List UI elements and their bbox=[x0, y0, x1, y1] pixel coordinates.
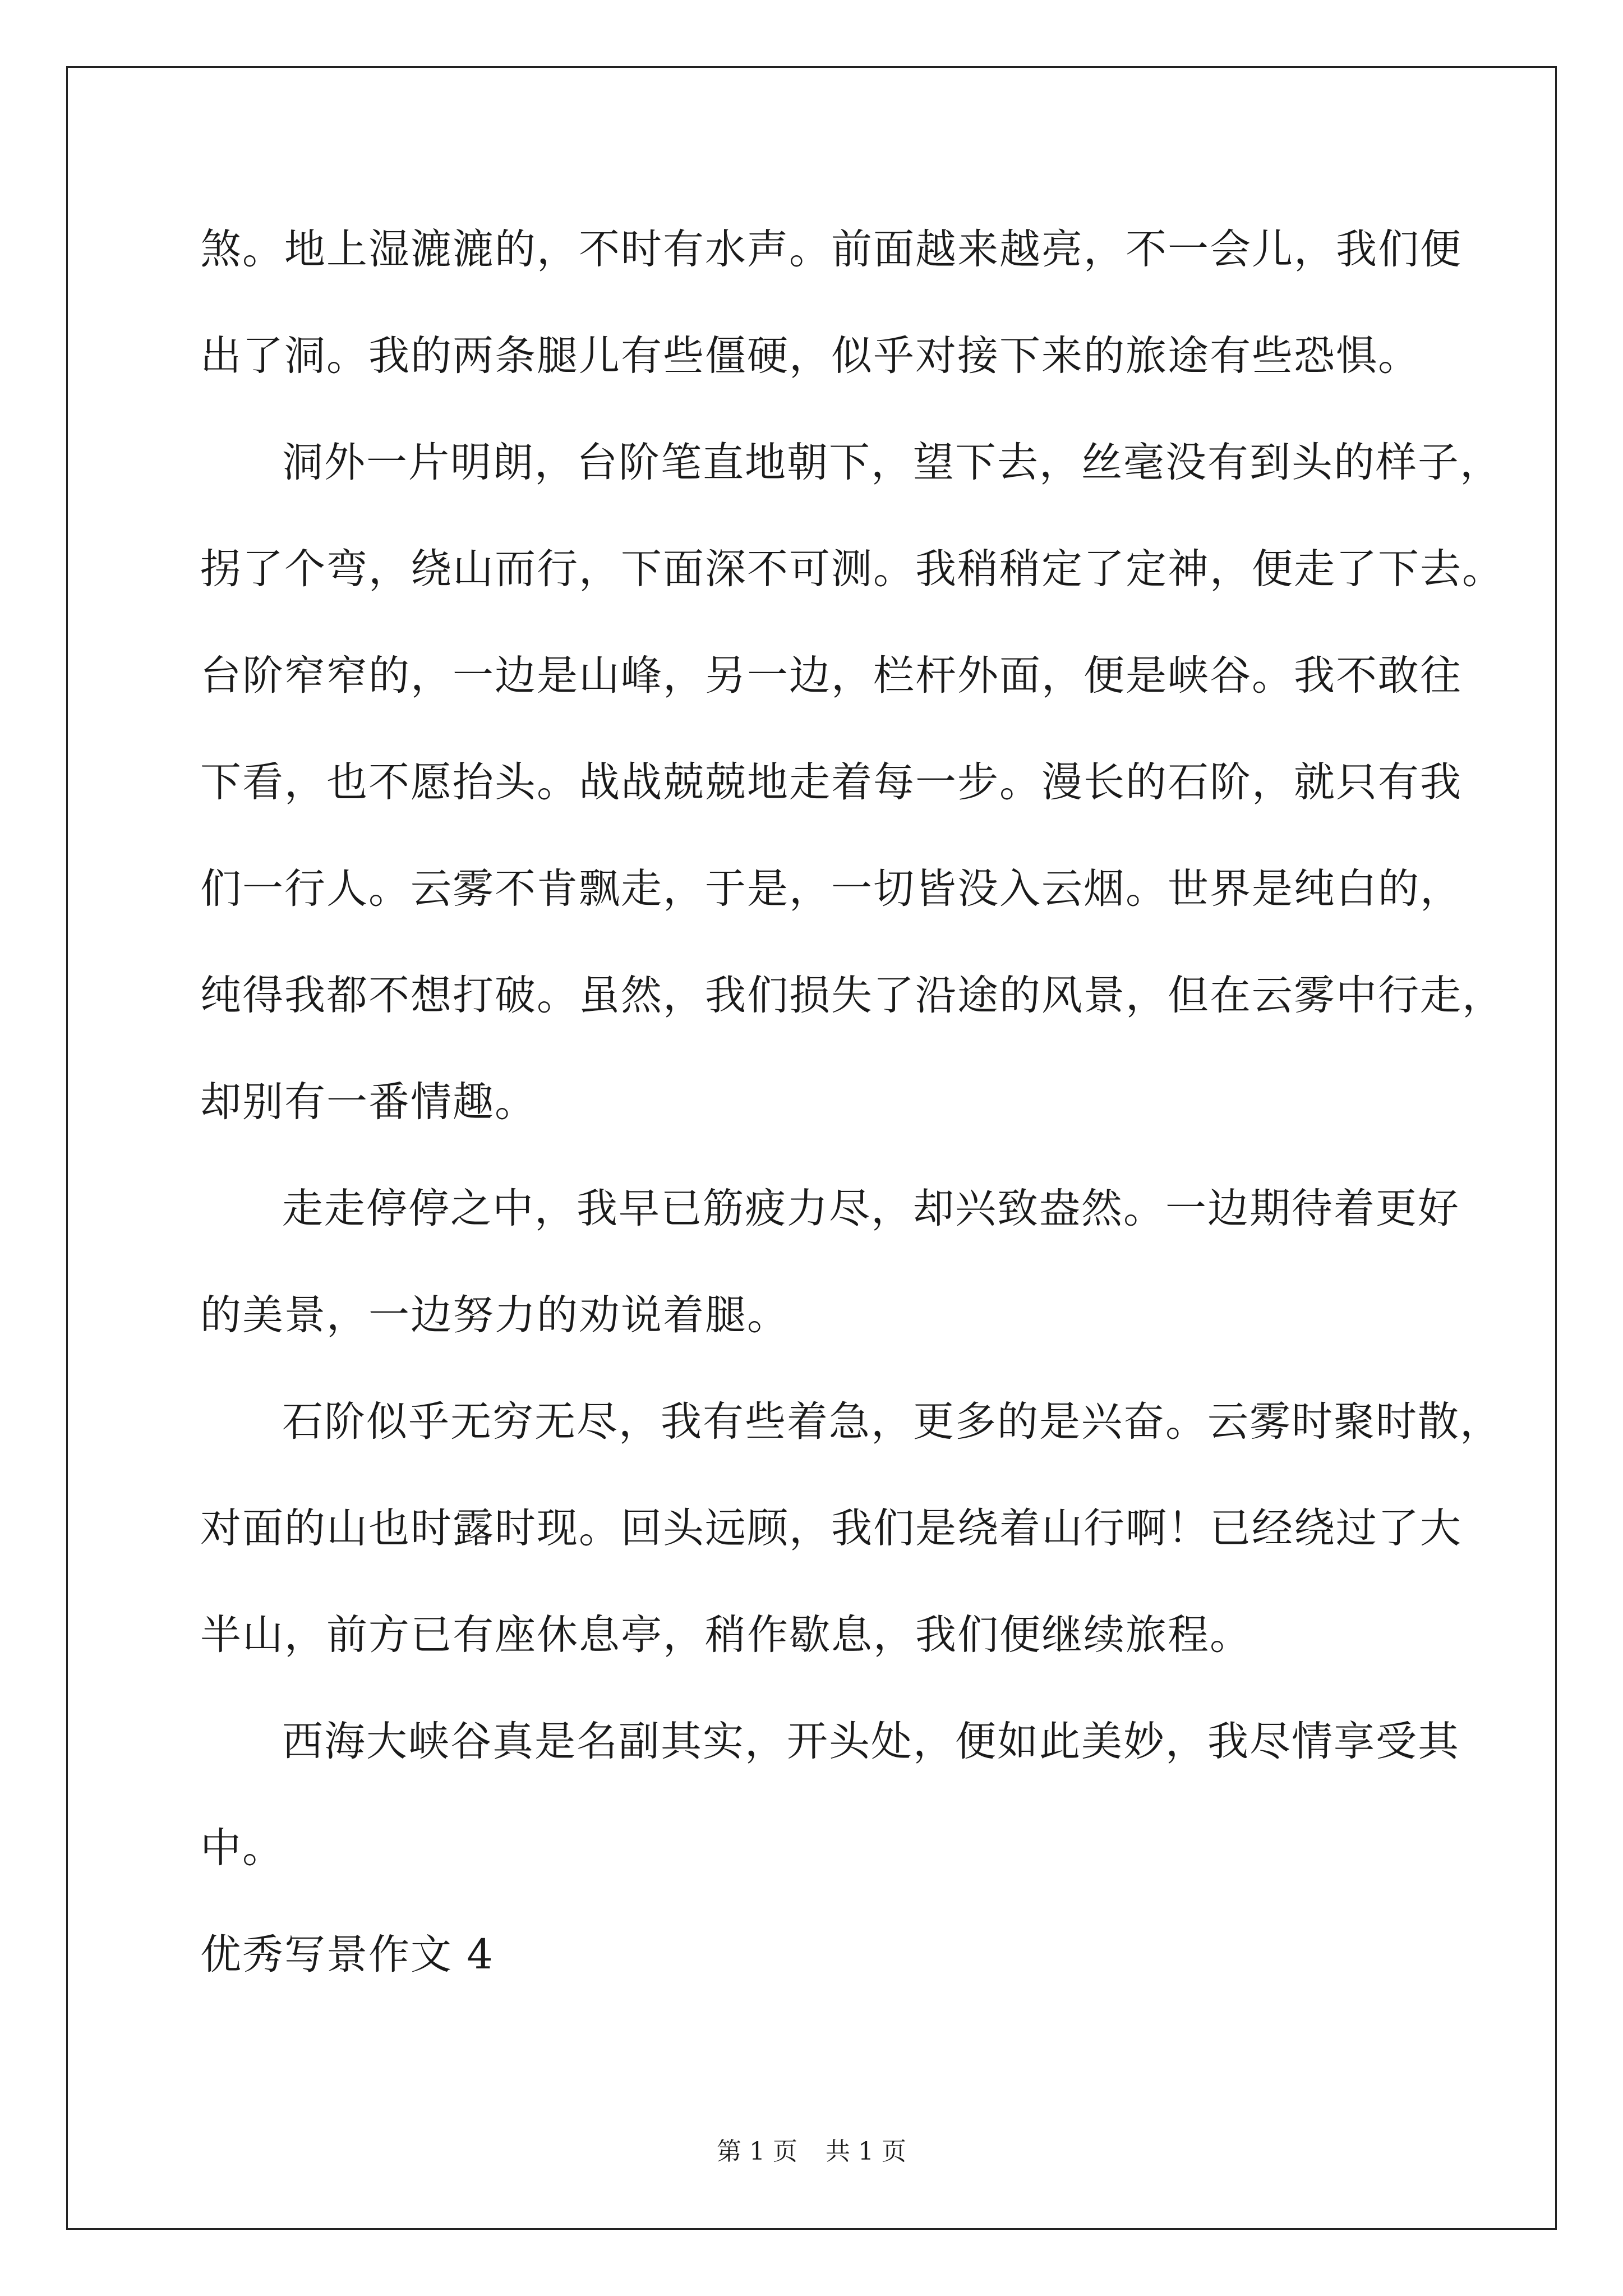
text-line: 纯得我都不想打破。虽然，我们损失了沿途的风景，但在云雾中行走， bbox=[200, 972, 1504, 1019]
page-footer bbox=[0, 2135, 1623, 2169]
paragraph bbox=[200, 216, 1462, 429]
page-total: 共 1 页 bbox=[826, 2137, 906, 2166]
page-number: 第 1 页 bbox=[717, 2137, 797, 2166]
text-line: 们一行人。云雾不肯飘走，于是，一切皆没入云烟。世界是纯白的， bbox=[200, 865, 1462, 913]
paragraph bbox=[200, 1388, 1502, 1708]
document-body bbox=[200, 216, 1504, 2028]
text-line: 半山，前方已有座休息亭，稍作歇息，我们便继续旅程。 bbox=[200, 1611, 1252, 1659]
text-line: 台阶窄窄的，一边是山峰，另一边，栏杆外面，便是峡谷。我不敢往 bbox=[200, 652, 1462, 700]
paragraph bbox=[200, 1708, 1460, 1921]
text-line: 西海大峡谷真是名副其实，开头处，便如此美妙，我尽情享受其 bbox=[282, 1718, 1460, 1765]
text-line: 下看，也不愿抬头。战战兢兢地走着每一步。漫长的石阶，就只有我 bbox=[200, 758, 1462, 806]
text-line: 中。 bbox=[200, 1824, 284, 1872]
text-line: 的美景，一边努力的劝说着腿。 bbox=[200, 1291, 789, 1339]
text-line: 拐了个弯，绕山而行，下面深不可测。我稍稍定了定神，便走了下去。 bbox=[200, 545, 1504, 593]
text-line: 却别有一番情趣。 bbox=[200, 1078, 537, 1126]
paragraph bbox=[200, 429, 1504, 1175]
text-line: 走走停停之中，我早已筋疲力尽，却兴致盎然。一边期待着更好 bbox=[282, 1185, 1460, 1232]
text-line: 对面的山也时露时现。回头远顾，我们是绕着山行啊！已经绕过了大 bbox=[200, 1504, 1462, 1552]
text-line: 出了洞。我的两条腿儿有些僵硬，似乎对接下来的旅途有些恐惧。 bbox=[200, 332, 1420, 380]
paragraph bbox=[200, 1175, 1460, 1388]
text-line: 石阶似乎无穷无尽，我有些着急，更多的是兴奋。云雾时聚时散， bbox=[282, 1398, 1502, 1446]
text-line: 煞。地上湿漉漉的，不时有水声。前面越来越亮，不一会儿，我们便 bbox=[200, 226, 1462, 273]
text-line: 洞外一片明朗，台阶笔直地朝下，望下去，丝毫没有到头的样子， bbox=[282, 439, 1502, 486]
section-heading: 优秀写景作文 4 bbox=[200, 1931, 494, 1978]
